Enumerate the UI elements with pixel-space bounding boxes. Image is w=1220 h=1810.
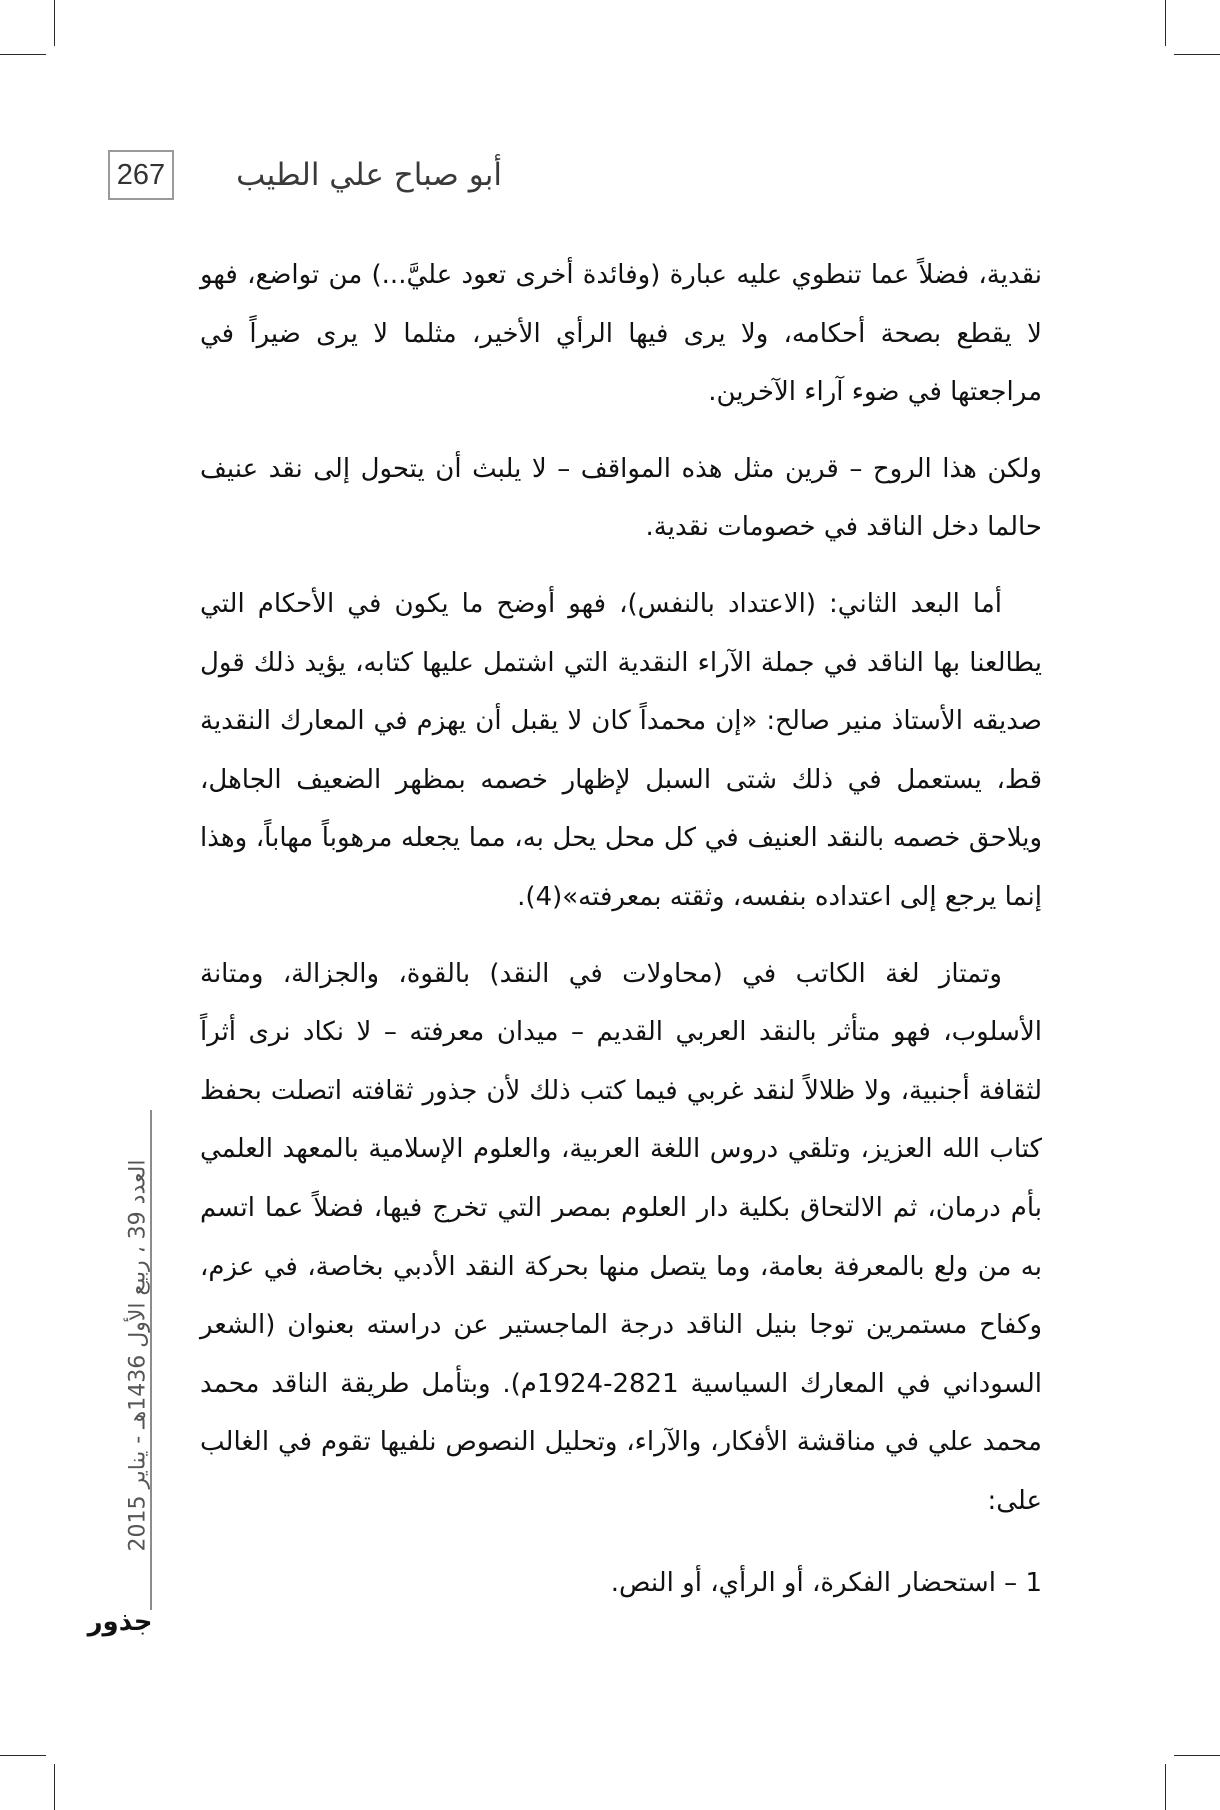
running-head-author: أبو صباح علي الطيب [236, 157, 502, 193]
crop-mark-bottom-right-h [1174, 1755, 1220, 1756]
list-item-1: 1 – استحضار الفكرة، أو الرأي، أو النص. [610, 1568, 1042, 1599]
crop-mark-top-right-v [1165, 0, 1166, 46]
paragraph-2: ولكن هذا الروح – قرين مثل هذه المواقف – لا يلبث أن يتحول إلى نقد عنيف حالما دخل الناقد في خصومات نقدية. [200, 453, 1042, 543]
crop-mark-bottom-right-v [1165, 1764, 1166, 1810]
issue-info: العدد 39 ، ربيع الأول 1436هـ - يناير 2015 [125, 1159, 151, 1551]
page-number: 267 [108, 150, 174, 200]
article-body [200, 246, 1042, 1631]
journal-logo: جذور [87, 1607, 153, 1637]
crop-mark-top-left-v [54, 0, 55, 46]
paragraph-1: نقدية، فضلاً عما تنطوي عليه عبارة (وفائدة أخرى تعود عليَّ...) من تواضع، فهو لا يقطع بصحة أحكامه، ولا يرى فيها الرأي الأخير، مثلما لا يرى ضيراً في مراجعتها في ضوء آراء الآخرين. [200, 260, 1042, 408]
crop-mark-top-left-h [0, 54, 46, 55]
paragraph-3: أما البعد الثاني: (الاعتداد بالنفس)، فهو أوضح ما يكون في الأحكام التي يطالعنا بها الناقد في جملة الآراء النقدية التي اشتمل عليها كتابه، يؤيد ذلك قول صديقه الأستاذ منير صالح: «إن محمداً كان لا يقبل أن يهزم في المعارك النقدية قط، يستعمل في ذلك شتى السبل لإظهار خصمه بمظهر الضعيف الجاهل، ويلاحق خصمه بالنقد العنيف في كل محل يحل به، مما يجعله مرهوباً مهاباً، وهذا إنما يرجع إلى اعتداده بنفسه، وثقته بمعرفته»(4). [200, 588, 1042, 912]
crop-mark-top-right-h [1174, 54, 1220, 55]
side-rail [118, 1130, 158, 1580]
paragraph-4: وتمتاز لغة الكاتب في (محاولات في النقد) بالقوة، والجزالة، ومتانة الأسلوب، فهو متأثر بالنقد العربي القديم – ميدان معرفته – لا نكاد نرى أثراً لثقافة أجنبية، ولا ظلالاً لنقد غربي فيما كتب ذلك لأن جذور ثقافته اتصلت بحفظ كتاب الله العزيز، وتلقي دروس اللغة العربية، والعلوم الإسلامية بالمعهد العلمي بأم درمان، ثم الالتحاق بكلية دار العلوم بمصر التي تخرج فيها، فضلاً عما اتسم به من ولع بالمعرفة بعامة، وما يتصل منها بحركة النقد الأدبي بخاصة، في عزم، وكفاح مستمرين توجا بنيل الناقد درجة الماجستير عن دراسته بعنوان (الشعر السوداني في المعارك السياسية 2821-1924م). وبتأمل طريقة الناقد محمد محمد علي في مناقشة الأفكار، والآراء، وتحليل النصوص نلفيها تقوم في الغالب على: [200, 958, 1042, 1516]
crop-mark-bottom-left-h [0, 1755, 46, 1756]
crop-mark-bottom-left-v [54, 1764, 55, 1810]
